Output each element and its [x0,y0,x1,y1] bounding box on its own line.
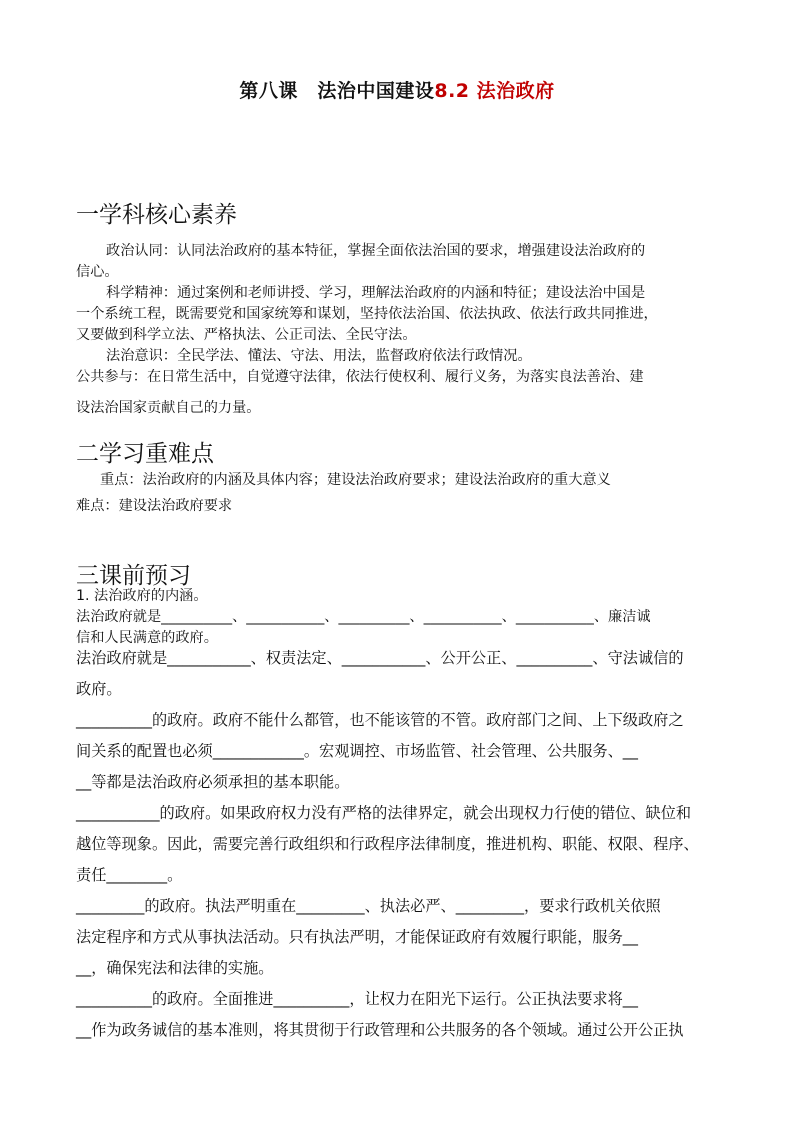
text-line: 一个系统工程，既需要党和国家统筹和谋划，坚持依法治国、依法执政、依法行政共同推进， [76,306,658,322]
text-line: 间关系的配置也必须____________。宏观调控、市场监管、社会管理、公共服务、__ [76,742,638,760]
text-line: 难点：建设法治政府要求 [76,498,233,514]
text-line: __________的政府。全面推进__________，让权力在阳光下运行。公正执法要求将__ [76,990,638,1008]
text-line: __________的政府。政府不能什么都管，也不能该管的不管。政府部门之间、上下级政府之 [76,711,684,729]
text-line: 设法治国家贡献自己的力量。 [76,400,261,416]
text-line: __作为政务诚信的基本准则，将其贯彻于行政管理和公共服务的各个领域。通过公开公正执 [76,1021,684,1039]
text-line: 重点：法治政府的内涵及具体内容；建设法治政府要求；建设法治政府的重大意义 [100,472,611,488]
text-line: 公共参与：在日常生活中，自觉遵守法律，依法行使权利、履行义务，为落实良法善治、建 [76,369,644,385]
text-line: 信心。 [76,264,119,280]
text-line: __，确保宪法和法律的实施。 [76,959,274,977]
section-heading-key-points: 二学习重难点 [76,441,214,467]
section-heading-core-literacy: 一学科核心素养 [76,202,237,228]
text-line: 法治政府就是___________、权责法定、___________、公开公正、__________、守法诚信的 [76,649,684,667]
text-line: 责任________。 [76,866,183,884]
page-title [0,76,794,103]
text-line: 信和人民满意的政府。 [76,630,218,646]
text-line: 1. 法治政府的内涵。 [76,588,208,604]
text-line: ___________的政府。如果政府权力没有严格的法律界定，就会出现权力行使的错位、缺位和 [76,804,692,822]
text-line: 法治政府就是__________、___________、__________、___________、___________、廉洁诚 [76,609,651,625]
text-line: 法治意识：全民学法、懂法、守法、用法，监督政府依法行政情况。 [106,348,532,364]
text-line: 科学精神：通过案例和老师讲授、学习，理解法治政府的内涵和特征；建设法治中国是 [106,285,646,301]
title-main: 第八课 法治中国建设 [239,80,435,102]
text-line: 政府。 [76,680,122,698]
title-highlight: 8.2 法治政府 [434,80,555,102]
text-line: 又要做到科学立法、严格执法、公正司法、全民守法。 [76,327,417,343]
text-line: __等都是法治政府必须承担的基本职能。 [76,773,350,791]
section-heading-preview: 三课前预习 [76,563,191,589]
text-line: _________的政府。执法严明重在_________、执法必严、_________，要求行政机关依照 [76,897,661,915]
text-line: 法定程序和方式从事执法活动。只有执法严明，才能保证政府有效履行职能，服务__ [76,928,638,946]
text-line: 政治认同：认同法治政府的基本特征，掌握全面依法治国的要求，增强建设法治政府的 [106,243,646,259]
text-line: 越位等现象。因此，需要完善行政组织和行政程序法律制度，推进机构、职能、权限、程序、 [76,835,699,853]
